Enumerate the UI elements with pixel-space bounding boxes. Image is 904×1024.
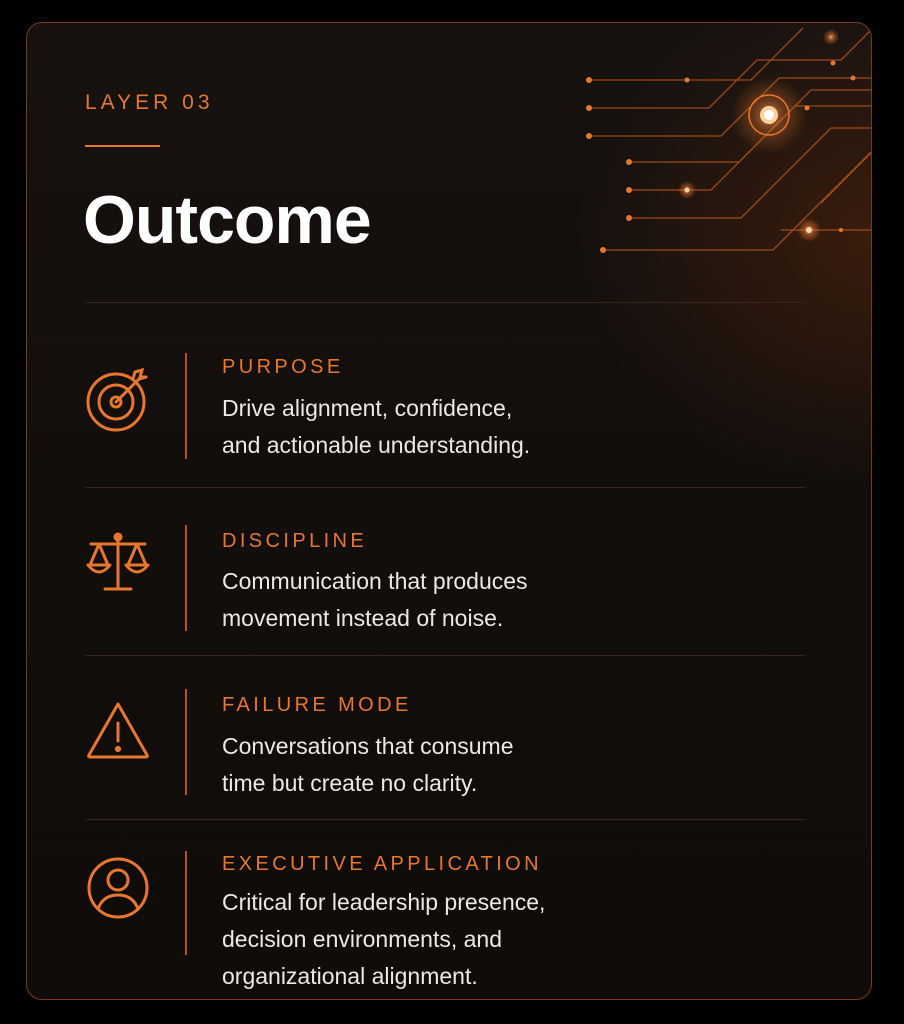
section-divider bbox=[85, 302, 805, 303]
description-line: Drive alignment, confidence, bbox=[222, 395, 513, 421]
layer-card bbox=[26, 22, 872, 1000]
description-line: decision environments, and bbox=[222, 926, 502, 952]
item-description bbox=[222, 390, 782, 464]
eyebrow-underline bbox=[85, 145, 160, 147]
item-accent-line bbox=[185, 353, 187, 459]
item-description bbox=[222, 728, 782, 802]
scales-icon bbox=[85, 529, 151, 595]
section-divider bbox=[85, 819, 805, 820]
description-line: time but create no clarity. bbox=[222, 770, 478, 796]
description-line: and actionable understanding. bbox=[222, 432, 531, 458]
user-icon bbox=[85, 855, 151, 921]
item-accent-line bbox=[185, 851, 187, 955]
description-line: movement instead of noise. bbox=[222, 605, 504, 631]
section-divider bbox=[85, 655, 805, 656]
item-label: EXECUTIVE APPLICATION bbox=[222, 853, 542, 875]
section-divider bbox=[85, 487, 805, 488]
item-description bbox=[222, 884, 782, 995]
list-item-purpose bbox=[85, 353, 805, 463]
description-line: Critical for leadership presence, bbox=[222, 889, 546, 915]
item-accent-line bbox=[185, 689, 187, 795]
page-title: Outcome bbox=[83, 182, 371, 258]
item-label: FAILURE MODE bbox=[222, 694, 412, 716]
list-item-failure-mode bbox=[85, 689, 805, 799]
list-item-discipline bbox=[85, 525, 805, 635]
item-label: PURPOSE bbox=[222, 356, 344, 378]
item-description bbox=[222, 563, 782, 637]
warning-icon bbox=[85, 699, 151, 765]
circuit-decoration-icon bbox=[581, 23, 871, 283]
description-line: Conversations that consume bbox=[222, 733, 514, 759]
target-icon bbox=[85, 367, 151, 433]
layer-eyebrow: LAYER 03 bbox=[85, 91, 214, 114]
description-line: organizational alignment. bbox=[222, 963, 478, 989]
item-accent-line bbox=[185, 525, 187, 631]
list-item-executive-application bbox=[85, 851, 805, 991]
description-line: Communication that produces bbox=[222, 568, 528, 594]
item-label: DISCIPLINE bbox=[222, 530, 368, 552]
